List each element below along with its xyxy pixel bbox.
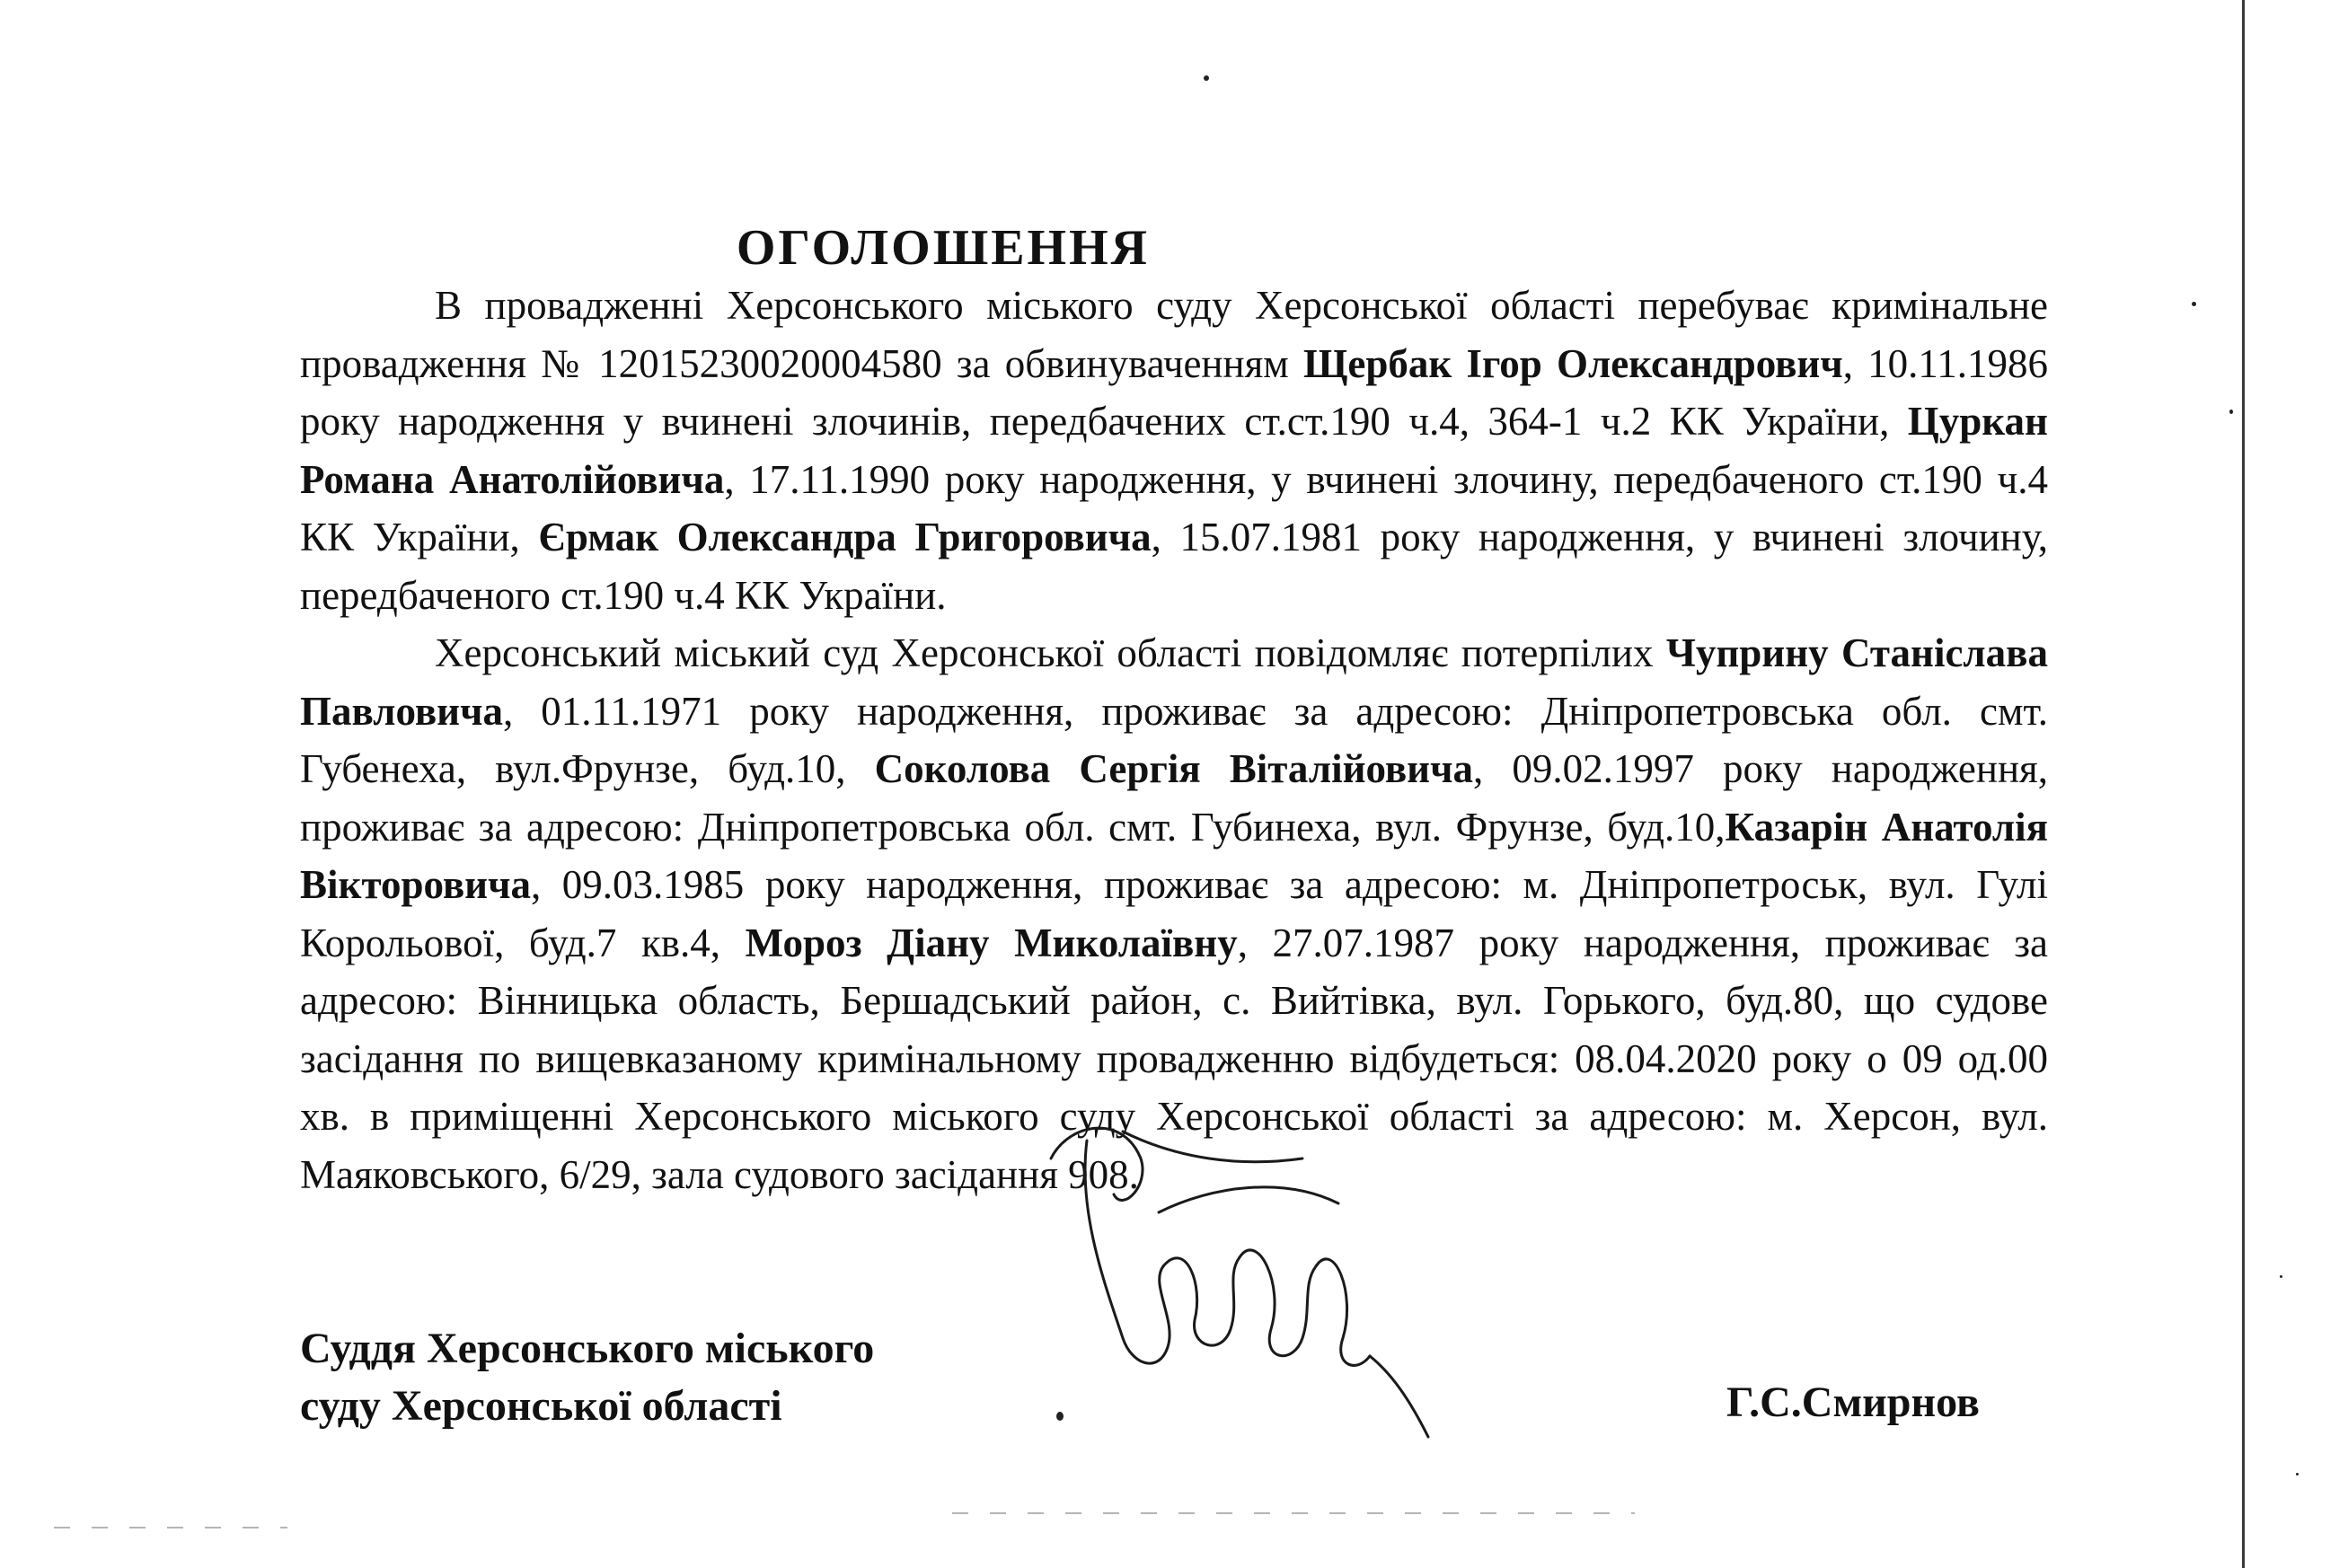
paragraph-text-run: Херсонський міський суд Херсонської області повідомляє потерпілих [435,630,1666,675]
announcement-body [300,277,2048,1203]
paragraph-text-run: , 17.11.1990 року народження, у вчинені злочину, передбаченого ст.190 ч.4 КК України, [300,456,2048,559]
person-name: Щербак Ігор Олександрович [1302,340,1843,386]
person-name: Єрмак Олександра Григоровича [538,515,1152,559]
person-name: Соколова Сергія Віталійовича [874,746,1473,791]
signatory-position-line1: Суддя Херсонського міського [300,1325,875,1372]
paragraph-text-run: , 09.02.1997 року народження, проживає за адресою: Дніпропетровська обл. смт. Губинеха, вул. Фрунзе, буд.10, [300,746,2048,850]
paragraph-text-run: В провадженні Херсонського міського суду Херсонської області перебуває кримінальне провадження № 12015230020004580 за обвинуваченням [300,283,2048,386]
scan-artifact-dashes [952,1512,1635,1514]
paragraph-text-run: , 01.11.1971 року народження, проживає за адресою: Дніпропетровська обл. смт. Губенеха, вул.Фрунзе, буд.10, [300,688,2048,791]
person-name: Мороз Діану Миколаївну [745,920,1238,965]
paragraph-text-run: , 15.07.1981 року народження, у вчинені злочину, передбаченого ст.190 ч.4 КК України. [300,515,2048,618]
scan-artifact-dashes [54,1527,287,1528]
paragraph-text-run: , 09.03.1985 року народження, проживає за адресою: м. Дніпропетроськ, вул. Гулі Корольової, буд.7 кв.4, [300,862,2048,965]
person-name: Цуркан Романа Анатолійовича [300,399,2048,502]
person-name: Казарін Анатолія Вікторовича [300,804,2049,907]
scan-speck [2192,302,2196,306]
scan-speck [2280,1275,2282,1278]
handwritten-signature [1015,1105,1482,1464]
paragraph-charges [300,277,2048,624]
paragraph-text-run: , 27.07.1987 року народження, проживає за адресою: Вінницька область, Бершадський район, с. Вийтівка, вул. Горького, буд.80, що судове засідання по вищевказаному кримінальному провадженню відбудеться: 08.04.2020 року о 09 од.00 хв. в приміщенні Херсонського міського суду Херсонської області за адресою: м. Херсон, вул. Маяковського, 6/29, зала судового засідання 908. [300,920,2048,1197]
paragraph-text-run: , 10.11.1986 року народження у вчинені злочинів, передбачених ст.ст.190 ч.4, 364-1 ч.2 КК України, [300,340,2048,444]
judge-name: Г.С.Смирнов [1726,1379,1980,1426]
scan-speck [2296,1473,2299,1476]
document-title-text: ОГОЛОШЕННЯ [736,220,1151,276]
document-title [0,219,1886,277]
scan-edge-line [2242,0,2245,1568]
signatory-position [300,1320,874,1435]
signatory-position-line2: суду Херсонської області [300,1382,782,1430]
scan-speck [2229,410,2233,414]
person-name: Чуприну Станіслава Павловича [300,630,2048,734]
scan-speck [1204,75,1209,81]
